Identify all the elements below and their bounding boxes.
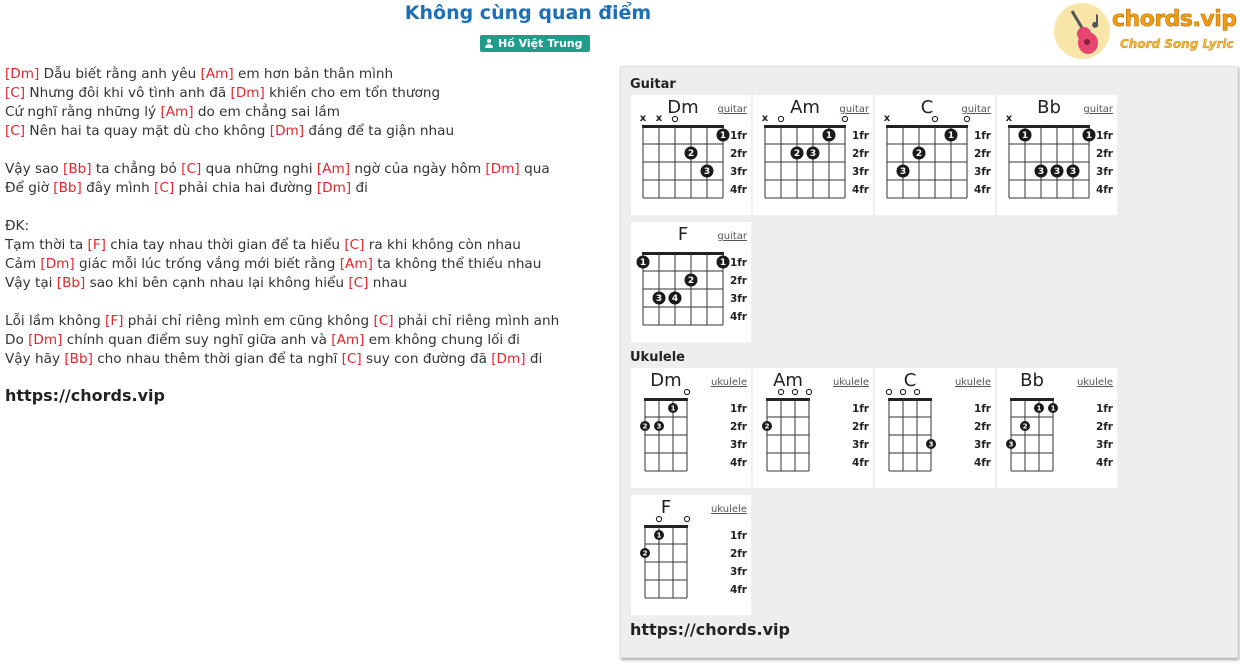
chord-diagram-ukulele-bb[interactable] bbox=[997, 368, 1117, 488]
chord-name: F bbox=[660, 497, 672, 518]
open-string-mark bbox=[656, 516, 661, 521]
chord-diagram-ukulele-c[interactable] bbox=[875, 368, 995, 488]
chord-link[interactable]: [Bb] bbox=[63, 161, 92, 177]
finger-number: 1 bbox=[1036, 404, 1042, 413]
fret-label: 2fr bbox=[851, 421, 869, 433]
chord-link[interactable]: [Dm] bbox=[5, 66, 40, 82]
finger-number: 3 bbox=[899, 167, 907, 178]
fret-label: 2fr bbox=[973, 148, 991, 160]
chord-link[interactable]: [C] bbox=[5, 123, 26, 139]
lyric-text: ĐK: bbox=[5, 218, 30, 234]
lyric-text: Lỗi lầm không bbox=[5, 313, 106, 329]
open-string-mark bbox=[914, 389, 919, 394]
fret-label: 3fr bbox=[729, 166, 747, 178]
lyric-text: ta không thể thiếu nhau bbox=[372, 256, 542, 272]
lyric-text: cho nhau thêm thời gian để ta nghĩ bbox=[92, 351, 342, 367]
lyric-text: em hơn bản thân mình bbox=[233, 66, 394, 82]
instrument-link[interactable]: guitar bbox=[839, 104, 869, 115]
chord-link[interactable]: [Dm] bbox=[269, 123, 305, 139]
fret-label: 4fr bbox=[851, 184, 869, 196]
chord-name: Dm bbox=[650, 370, 682, 391]
guitar-section-title: Guitar bbox=[630, 77, 676, 92]
fret-label: 4fr bbox=[1095, 457, 1113, 469]
chord-link[interactable]: [C] bbox=[373, 313, 394, 329]
fret-label: 1fr bbox=[729, 257, 747, 269]
lyric-text: đi bbox=[351, 180, 368, 196]
lyric-text: đây mình bbox=[81, 180, 155, 196]
lyric-line bbox=[5, 274, 605, 293]
logo-wordmark: chords.vip bbox=[1112, 7, 1237, 32]
lyric-text: khiến cho em tổn thương bbox=[264, 85, 441, 101]
lyric-text: Vậy hãy bbox=[5, 351, 65, 367]
chord-name: F bbox=[677, 224, 689, 245]
site-url-right[interactable]: https://chords.vip bbox=[630, 620, 790, 639]
chord-link[interactable]: [C] bbox=[181, 161, 202, 177]
chord-diagram-guitar-dm[interactable] bbox=[631, 95, 751, 215]
chord-link[interactable]: [C] bbox=[344, 237, 365, 253]
fret-label: 1fr bbox=[729, 130, 747, 142]
finger-number: 3 bbox=[1069, 167, 1077, 178]
nut bbox=[1010, 398, 1054, 401]
nut bbox=[642, 252, 724, 255]
fret-label: 1fr bbox=[973, 130, 991, 142]
lyric-text: đi bbox=[525, 351, 543, 367]
finger-number: 2 bbox=[687, 276, 695, 287]
chord-link[interactable]: [Am] bbox=[331, 332, 365, 348]
lyric-text: ngờ của ngày hôm bbox=[350, 161, 486, 177]
lyric-line bbox=[5, 217, 605, 236]
finger-number: 1 bbox=[670, 404, 676, 413]
muted-string-mark: x bbox=[883, 113, 891, 124]
guitar-logo-icon bbox=[1054, 3, 1110, 59]
finger-number: 2 bbox=[764, 422, 770, 431]
lyric-line bbox=[5, 236, 605, 255]
instrument-link[interactable]: guitar bbox=[961, 104, 991, 115]
nut bbox=[644, 525, 688, 528]
lyric-text: Dẫu biết rằng anh yêu bbox=[39, 66, 201, 82]
lyric-text: nhau bbox=[368, 275, 407, 291]
chord-diagram-guitar-bb[interactable] bbox=[997, 95, 1117, 215]
open-string-mark bbox=[684, 516, 689, 521]
lyric-text: đáng để ta giận nhau bbox=[304, 123, 455, 139]
lyric-text: ta chẳng bỏ bbox=[91, 161, 182, 177]
chord-link[interactable]: [Dm] bbox=[485, 161, 520, 177]
fret-label: 1fr bbox=[851, 130, 869, 142]
fret-label: 4fr bbox=[851, 457, 869, 469]
nut bbox=[886, 125, 968, 128]
fret-label: 2fr bbox=[851, 148, 869, 160]
chord-link[interactable]: [Dm] bbox=[40, 256, 75, 272]
lyric-text: chia tay nhau thời gian để ta hiểu bbox=[105, 237, 345, 253]
instrument-link[interactable]: guitar bbox=[717, 231, 747, 242]
logo-tagline: Chord Song Lyric bbox=[1120, 37, 1234, 51]
lyric-text: phải chỉ riêng mình anh bbox=[393, 313, 560, 329]
chord-link[interactable]: [F] bbox=[87, 237, 106, 253]
lyric-line bbox=[5, 179, 605, 198]
open-string-mark bbox=[964, 116, 969, 121]
fret-label: 3fr bbox=[1095, 166, 1113, 178]
fret-label: 3fr bbox=[851, 166, 869, 178]
lyric-line bbox=[5, 103, 605, 122]
nut bbox=[764, 125, 846, 128]
chord-link[interactable]: [Am] bbox=[316, 161, 351, 177]
open-string-mark bbox=[932, 116, 937, 121]
fret-label: 3fr bbox=[729, 566, 747, 578]
chord-diagram-ukulele-am[interactable] bbox=[753, 368, 873, 488]
instrument-link[interactable]: ukulele bbox=[710, 377, 747, 388]
chord-link[interactable]: [C] bbox=[341, 351, 362, 367]
chord-link[interactable]: [Bb] bbox=[64, 351, 93, 367]
chord-name: C bbox=[903, 370, 917, 391]
lyric-text: Nên hai ta quay mặt dù cho không bbox=[25, 123, 270, 139]
fret-label: 3fr bbox=[729, 439, 747, 451]
fret-label: 2fr bbox=[1095, 148, 1113, 160]
instrument-link[interactable]: ukulele bbox=[710, 504, 747, 515]
finger-number: 1 bbox=[1085, 131, 1093, 142]
lyric-line bbox=[5, 350, 605, 369]
finger-number: 2 bbox=[687, 149, 695, 160]
fret-label: 2fr bbox=[729, 275, 747, 287]
chord-diagram-guitar-am[interactable] bbox=[753, 95, 873, 215]
chord-link[interactable]: [Bb] bbox=[56, 275, 86, 291]
fret-label: 1fr bbox=[973, 403, 991, 415]
fret-label: 3fr bbox=[729, 293, 747, 305]
lyric-line bbox=[5, 312, 605, 331]
lyric-text: Tạm thời ta bbox=[5, 237, 88, 253]
finger-number: 2 bbox=[793, 149, 801, 160]
lyric-text: em không chung lối đi bbox=[364, 332, 520, 348]
finger-number: 2 bbox=[642, 549, 648, 558]
lyric-text: phải chỉ riêng mình em cũng không bbox=[123, 313, 374, 329]
chord-name: Bb bbox=[1037, 97, 1061, 118]
lyric-line bbox=[5, 255, 605, 274]
finger-number: 3 bbox=[656, 422, 662, 431]
nut bbox=[644, 398, 688, 401]
lyric-text: phải chia hai đường bbox=[174, 180, 317, 196]
finger-number: 3 bbox=[655, 294, 663, 305]
fret-label: 2fr bbox=[729, 548, 747, 560]
finger-number: 3 bbox=[809, 149, 817, 160]
ukulele-section-title: Ukulele bbox=[630, 350, 686, 365]
lyric-text: ra khi không còn nhau bbox=[364, 237, 521, 253]
open-string-mark bbox=[806, 389, 811, 394]
finger-number: 1 bbox=[656, 531, 662, 540]
chord-link[interactable]: [Am] bbox=[200, 66, 234, 82]
fret-label: 3fr bbox=[973, 439, 991, 451]
lyrics-block bbox=[5, 65, 605, 369]
finger-number: 2 bbox=[642, 422, 648, 431]
lyric-text: chính quan điểm suy nghĩ giữa anh và bbox=[62, 332, 332, 348]
muted-string-mark: x bbox=[761, 113, 769, 124]
fret-label: 4fr bbox=[1095, 184, 1113, 196]
fret-label: 2fr bbox=[1095, 421, 1113, 433]
fret-label: 3fr bbox=[973, 166, 991, 178]
lyric-text: sao khi bên cạnh nhau lại không hiểu bbox=[85, 275, 349, 291]
finger-number: 1 bbox=[947, 131, 955, 142]
chord-link[interactable]: [Am] bbox=[160, 104, 194, 120]
open-string-mark bbox=[842, 116, 847, 121]
chord-link[interactable]: [Dm] bbox=[230, 85, 265, 101]
finger-number: 1 bbox=[719, 258, 727, 269]
fret-label: 2fr bbox=[729, 421, 747, 433]
finger-number: 1 bbox=[825, 131, 833, 142]
chord-link[interactable]: [C] bbox=[5, 85, 26, 101]
chord-link[interactable]: [Am] bbox=[339, 256, 373, 272]
chord-link[interactable]: [C] bbox=[154, 180, 175, 196]
chord-diagram-guitar-c[interactable] bbox=[875, 95, 995, 215]
lyric-text: qua bbox=[519, 161, 550, 177]
fret-label: 1fr bbox=[729, 403, 747, 415]
lyric-line bbox=[5, 293, 605, 312]
chord-link[interactable]: [F] bbox=[105, 313, 124, 329]
finger-number: 1 bbox=[1021, 131, 1029, 142]
lyric-text: do em chẳng sai lầm bbox=[193, 104, 340, 120]
fret-label: 1fr bbox=[1095, 130, 1113, 142]
chord-link[interactable]: [Dm] bbox=[316, 180, 352, 196]
site-url-left[interactable]: https://chords.vip bbox=[5, 386, 165, 405]
finger-number: 1 bbox=[719, 131, 727, 142]
finger-number: 3 bbox=[703, 167, 711, 178]
lyric-line bbox=[5, 331, 605, 350]
nut bbox=[766, 398, 810, 401]
chord-name: Am bbox=[773, 370, 803, 391]
muted-string-mark: x bbox=[655, 113, 663, 124]
chord-name: C bbox=[920, 97, 934, 118]
lyric-text: Vậy tại bbox=[5, 275, 57, 291]
chord-name: Am bbox=[790, 97, 820, 118]
instrument-link[interactable]: ukulele bbox=[954, 377, 991, 388]
open-string-mark bbox=[778, 116, 783, 121]
finger-number: 4 bbox=[671, 294, 679, 305]
fret-label: 4fr bbox=[729, 311, 747, 323]
lyric-text: Cảm bbox=[5, 256, 41, 272]
chord-diagram-guitar-f[interactable] bbox=[631, 222, 751, 342]
fret-label: 3fr bbox=[1095, 439, 1113, 451]
finger-number: 3 bbox=[1037, 167, 1045, 178]
lyric-text: Vậy sao bbox=[5, 161, 64, 177]
chord-link[interactable]: [Dm] bbox=[491, 351, 526, 367]
instrument-link[interactable]: guitar bbox=[1083, 104, 1113, 115]
finger-number: 3 bbox=[1053, 167, 1061, 178]
lyric-text: Cứ nghĩ rằng những lý bbox=[5, 104, 161, 120]
finger-number: 3 bbox=[928, 440, 934, 449]
lyric-text: giác mỗi lúc trống vắng mới biết rằng bbox=[74, 256, 340, 272]
open-string-mark bbox=[684, 389, 689, 394]
chord-diagram-ukulele-f[interactable] bbox=[631, 495, 751, 615]
fret-label: 1fr bbox=[1095, 403, 1113, 415]
fret-label: 4fr bbox=[729, 184, 747, 196]
lyric-line bbox=[5, 160, 605, 179]
chord-link[interactable]: [C] bbox=[348, 275, 369, 291]
finger-number: 3 bbox=[1008, 440, 1014, 449]
fret-label: 4fr bbox=[729, 584, 747, 596]
fret-label: 2fr bbox=[729, 148, 747, 160]
fret-label: 4fr bbox=[729, 457, 747, 469]
chord-link[interactable]: [Bb] bbox=[53, 180, 82, 196]
chord-name: Dm bbox=[667, 97, 699, 118]
nut bbox=[888, 398, 932, 401]
artist-name: Hồ Việt Trung bbox=[498, 37, 583, 50]
fret-label: 4fr bbox=[973, 457, 991, 469]
instrument-link[interactable]: ukulele bbox=[1076, 377, 1113, 388]
finger-number: 2 bbox=[1022, 422, 1028, 431]
fret-label: 1fr bbox=[851, 403, 869, 415]
lyric-line bbox=[5, 198, 605, 217]
finger-number: 1 bbox=[1050, 404, 1056, 413]
muted-string-mark: x bbox=[639, 113, 647, 124]
fret-label: 1fr bbox=[729, 530, 747, 542]
chord-link[interactable]: [Dm] bbox=[28, 332, 63, 348]
lyric-text: qua những nghi bbox=[201, 161, 317, 177]
muted-string-mark: x bbox=[1005, 113, 1013, 124]
fret-label: 3fr bbox=[851, 439, 869, 451]
instrument-link[interactable]: ukulele bbox=[832, 377, 869, 388]
lyric-line bbox=[5, 65, 605, 84]
artist-badge[interactable] bbox=[480, 35, 590, 52]
nut bbox=[1008, 125, 1090, 128]
instrument-link[interactable]: guitar bbox=[717, 104, 747, 115]
site-logo[interactable] bbox=[1054, 3, 1236, 63]
lyric-line bbox=[5, 141, 605, 160]
finger-number: 2 bbox=[915, 149, 923, 160]
lyric-line bbox=[5, 122, 605, 141]
song-title: Không cùng quan điểm bbox=[404, 2, 652, 24]
chord-name: Bb bbox=[1020, 370, 1044, 391]
finger-number: 1 bbox=[639, 258, 647, 269]
fret-label: 4fr bbox=[973, 184, 991, 196]
lyric-line bbox=[5, 84, 605, 103]
lyric-text: suy con đường đã bbox=[361, 351, 492, 367]
chord-diagram-ukulele-dm[interactable] bbox=[631, 368, 751, 488]
nut bbox=[642, 125, 724, 128]
lyric-text: Do bbox=[5, 332, 29, 348]
lyric-text: Nhưng đôi khi vô tình anh đã bbox=[25, 85, 231, 101]
person-icon bbox=[485, 39, 493, 48]
lyric-text: Để giờ bbox=[5, 180, 54, 196]
fret-label: 2fr bbox=[973, 421, 991, 433]
open-string-mark bbox=[886, 389, 891, 394]
